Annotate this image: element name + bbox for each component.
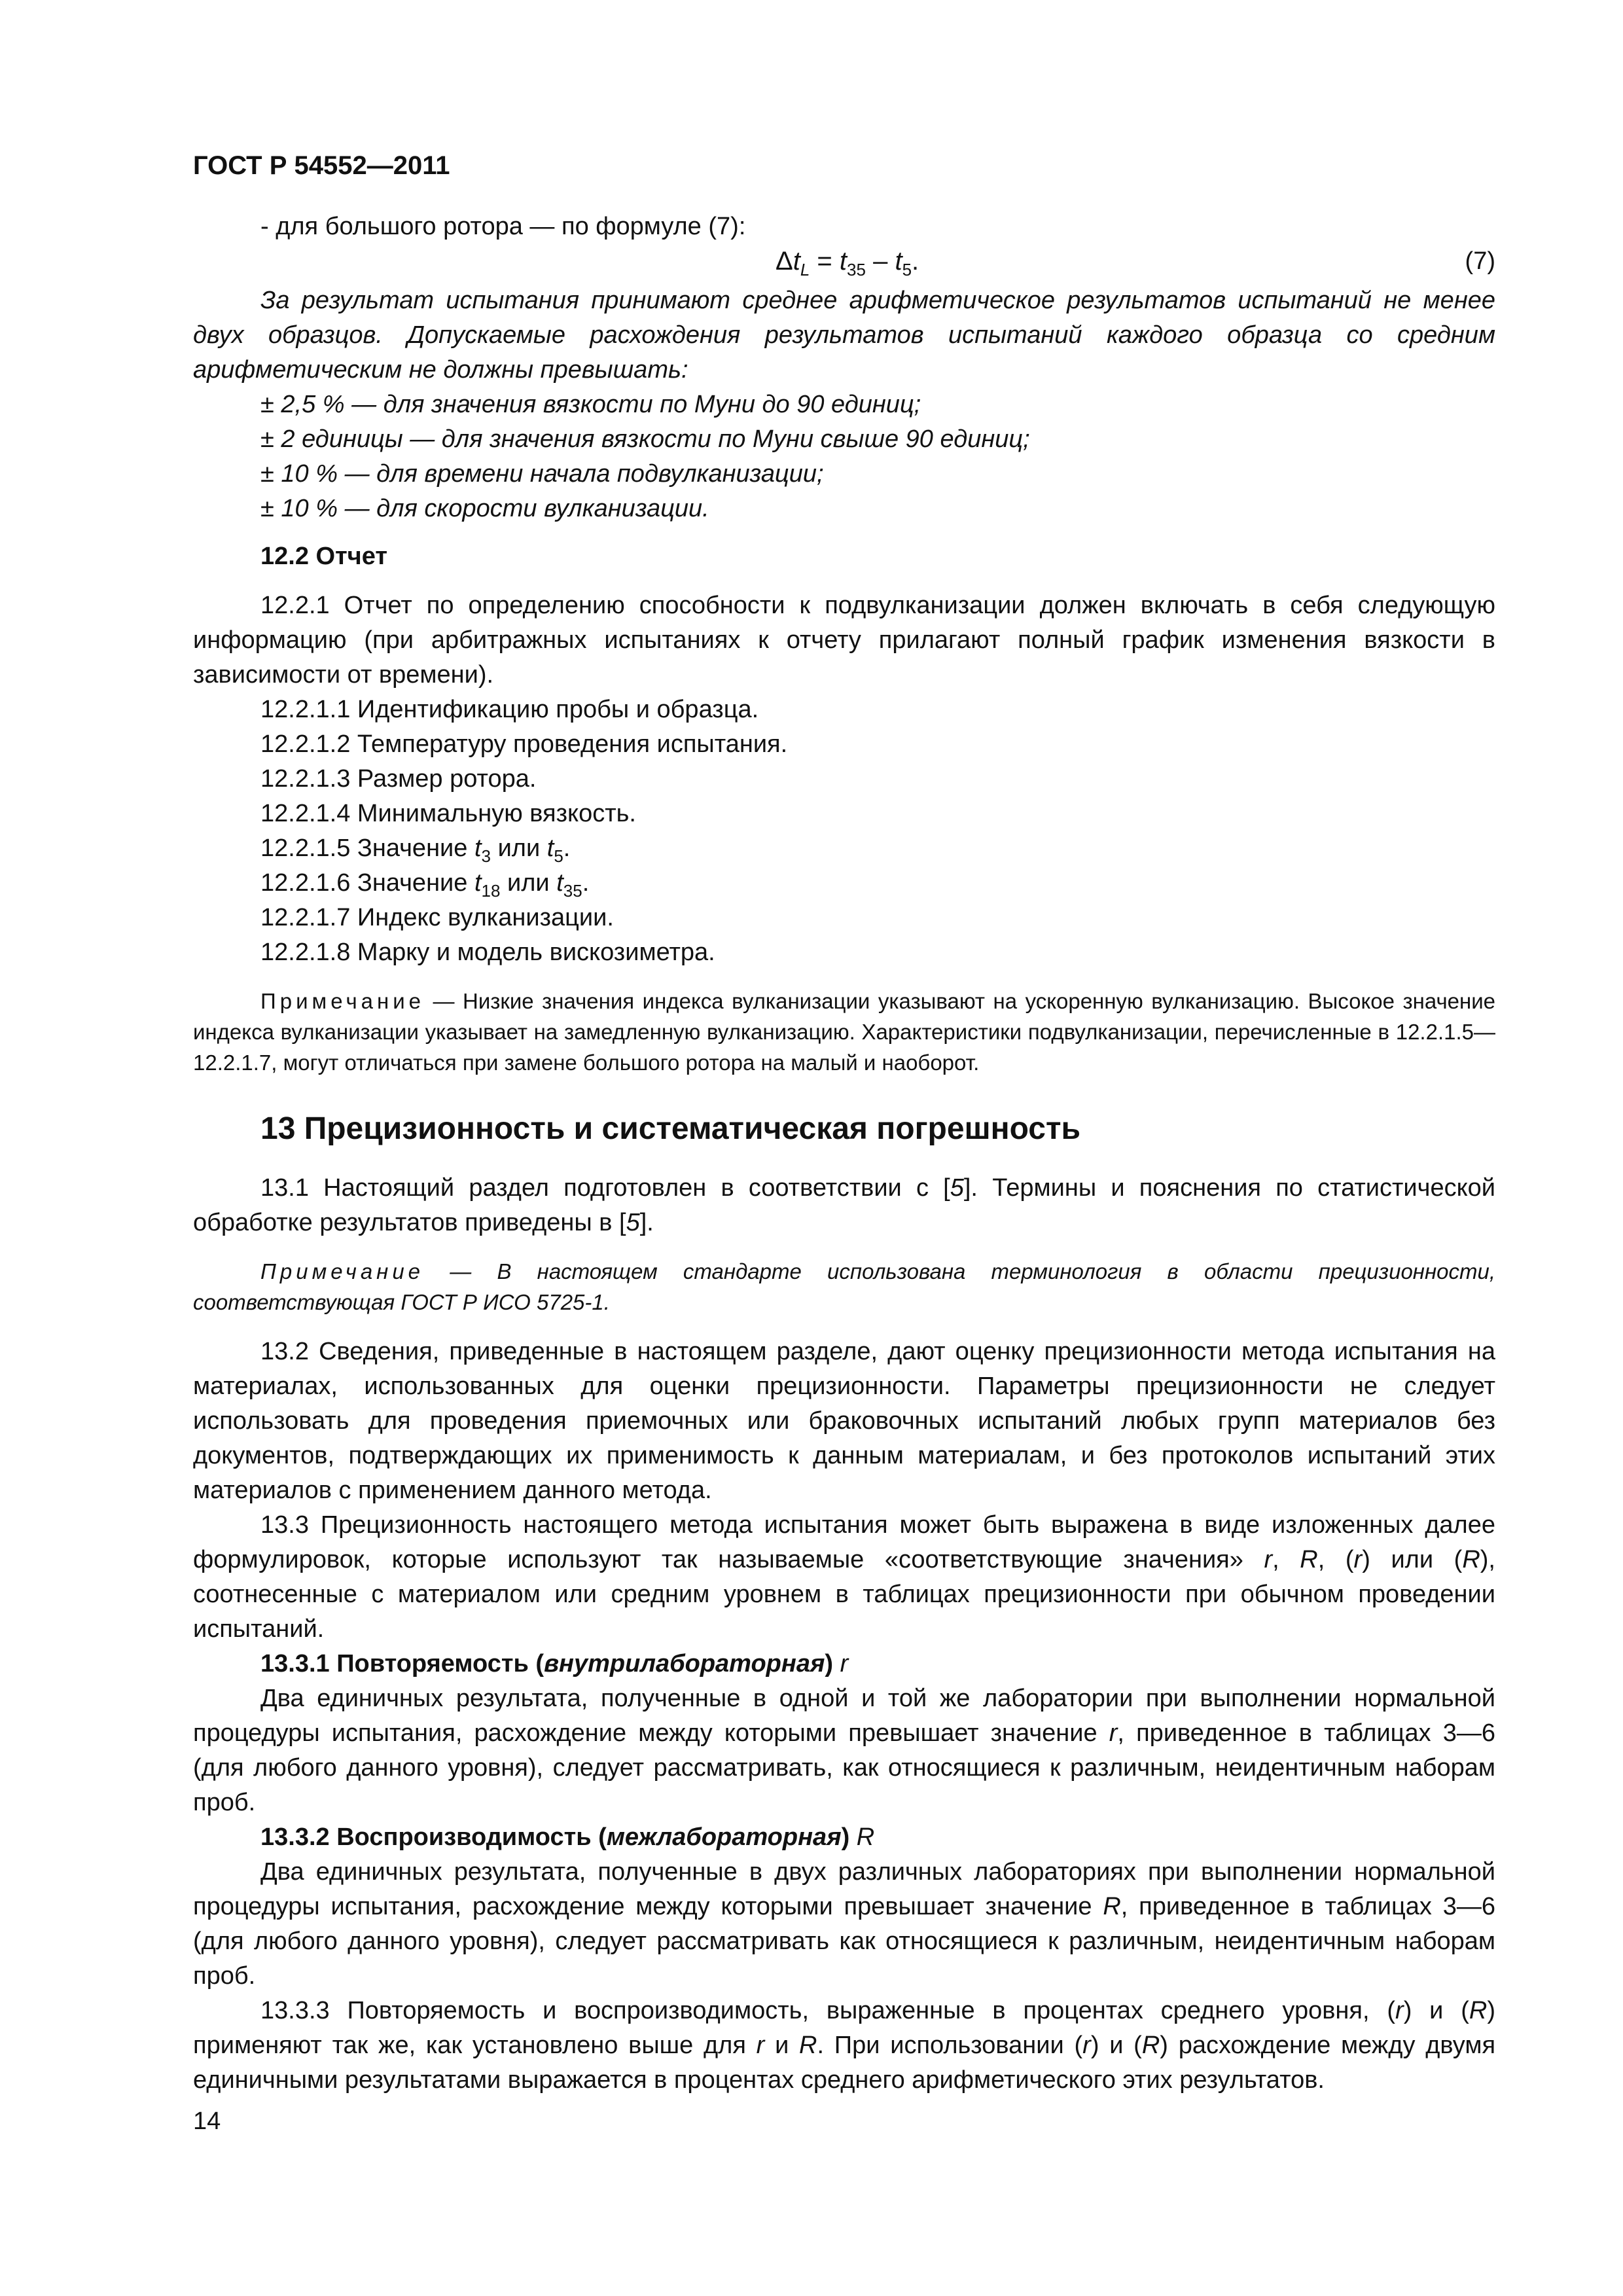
- report-item: 12.2.1.2 Температуру проведения испытания.: [260, 730, 788, 758]
- section-13-3-2-heading: 13.3.2 Воспроизводимость (межлабораторная) R: [260, 1823, 875, 1851]
- report-item: 12.2.1.5 Значение $t_3$ или $t_5$.: [260, 834, 571, 866]
- section-13-3-2: Два единичных результата, полученные в двух различных лабораториях при выполнении нормальной процедуры испытания, расхождение между которыми превышает значение R, приведенное в таблицах 3—6 (для любого данного уровня), следует рассматривать как относящиеся к различным, неидентичным наборам проб.: [193, 1858, 1495, 1990]
- page-content: [193, 149, 1495, 2139]
- page-number: 14: [193, 2108, 221, 2135]
- tolerance-item: ± 10 % — для скорости вулканизации.: [260, 495, 709, 522]
- note-12-2: Примечание — Низкие значения индекса вулканизации указывают на ускоренную вулканизацию. Высокое значение индекса вулканизации указывает на замедленную вулканизацию. Характеристики подвулканизации, перечисленные в 12.2.1.5—12.2.1.7, могут отличаться при замене большого ротора на малый и наоборот.: [193, 989, 1495, 1075]
- report-item: 12.2.1.3 Размер ротора.: [260, 765, 537, 793]
- section-13-heading: 13 Прецизионность и систематическая погрешность: [260, 1111, 1080, 1146]
- tolerance-item: ± 2,5 % — для значения вязкости по Муни до 90 единиц;: [260, 391, 921, 418]
- note-13-1: Примечание — В настоящем стандарте использована терминология в области прецизионности, соответствующая ГОСТ Р ИСО 5725-1.: [193, 1259, 1495, 1314]
- section-13-3-1-heading: 13.3.1 Повторяемость (внутрилабораторная) r: [260, 1650, 849, 1677]
- report-item: 12.2.1.1 Идентификацию пробы и образца.: [260, 696, 759, 723]
- formula-expression: $\Delta t_L = t_{35} - t_5$.: [776, 247, 919, 279]
- section-13-3-3: 13.3.3 Повторяемость и воспроизводимость, выраженные в процентах среднего уровня, (r) и (R) применяют так же, как установлено выше для r и R. При использовании (r) и (R) расхождение между двумя единичными результатами выражается в процентах среднего арифметического этих результатов.: [193, 1997, 1496, 2094]
- section-12-2-1: 12.2.1 Отчет по определению способности к подвулканизации должен включать в себя следующую информацию (при арбитражных испытаниях к отчету прилагают полный график изменения вязкости в зависимости от времени).: [193, 592, 1495, 689]
- tolerance-item: ± 10 % — для времени начала подвулканизации;: [260, 460, 824, 488]
- section-13-1: 13.1 Настоящий раздел подготовлен в соответствии с [5]. Термины и пояснения по статистической обработке результатов приведены в [5].: [193, 1174, 1495, 1236]
- report-item: 12.2.1.6 Значение $t_{18}$ или $t_{35}$.: [260, 869, 590, 901]
- tolerance-item: ± 2 единицы — для значения вязкости по Муни свыше 90 единиц;: [260, 425, 1030, 453]
- formula-intro: - для большого ротора — по формуле (7):: [260, 213, 746, 240]
- result-paragraph: За результат испытания принимают среднее арифметическое результатов испытаний не менее двух образцов. Допускаемые расхождения результатов испытаний каждого образца со средним арифметическим не должны превышать:: [193, 287, 1495, 384]
- formula-7: [193, 244, 1495, 283]
- report-item: 12.2.1.8 Марку и модель вискозиметра.: [260, 939, 715, 966]
- standard-designation: ГОСТ Р 54552—2011: [193, 151, 450, 180]
- section-13-3-1: Два единичных результата, полученные в одной и той же лаборатории при выполнении нормальной процедуры испытания, расхождение между которыми превышает значение r, приведенное в таблицах 3—6 (для любого данного уровня), следует рассматривать, как относящиеся к различным, неидентичным наборам проб.: [193, 1685, 1495, 1816]
- report-item: 12.2.1.4 Минимальную вязкость.: [260, 800, 636, 827]
- section-13-2: 13.2 Сведения, приведенные в настоящем разделе, дают оценку прецизионности метода испытания на материалах, использованных для оценки прецизионности. Параметры прецизионности не следует использовать для проведения приемочных или браковочных испытаний любых групп материалов без документов, подтверждающих их применимость к данным материалам, и без протоколов испытаний этих материалов с применением данного метода.: [193, 1338, 1495, 1504]
- section-13-3: 13.3 Прецизионность настоящего метода испытания может быть выражена в виде изложенных далее формулировок, которые используют так называемые «соответствующие значения» r, R, (r) или (R), соотнесенные с материалом или средним уровнем в таблицах прецизионности при обычном проведении испытаний.: [193, 1511, 1495, 1643]
- report-item: 12.2.1.7 Индекс вулканизации.: [260, 904, 614, 931]
- formula-number: (7): [1465, 247, 1495, 275]
- section-12-2-heading: 12.2 Отчет: [260, 543, 387, 570]
